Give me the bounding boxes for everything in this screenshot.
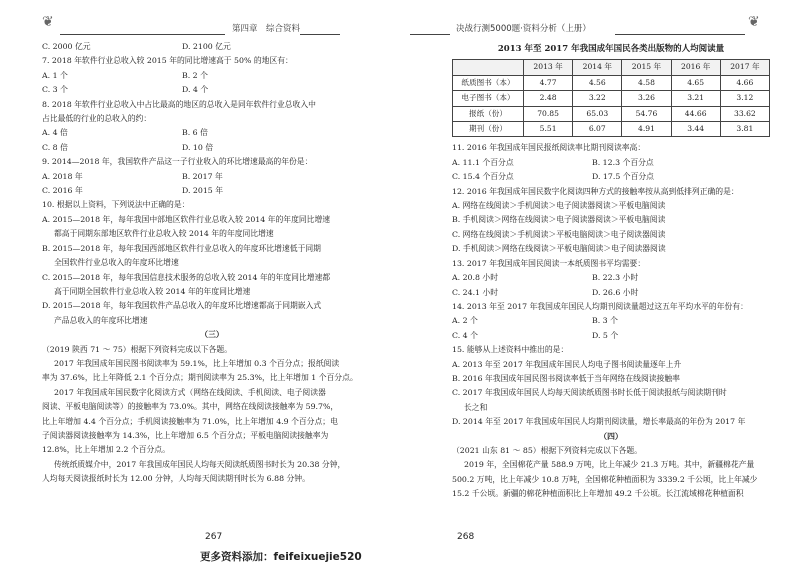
question-line: 500.2 万吨，比上年减少 10.8 万吨，全国棉花种植面积为 3339.2 千公顷，比上年减少 xyxy=(452,474,758,484)
table-title: 2013 年至 2017 年我国成年国民各类出版物的人均阅读量 xyxy=(497,44,725,54)
table-header-cell: 2013 年 xyxy=(524,60,573,75)
text-line: 2017 年我国成年国民数字化阅读方式（网络在线阅读、手机阅读、电子阅读器 xyxy=(54,387,326,397)
table-cell: 4.91 xyxy=(622,122,671,137)
option-item: D. 4 个 xyxy=(182,85,209,95)
question-line: 15. 能够从上述资料中推出的是： xyxy=(452,345,569,355)
text-line: 2019 年，全国棉花产量 588.9 万吨，比上年减少 21.3 万吨。其中，新疆棉花产量 xyxy=(464,460,755,470)
question-line: （2021 山东 81 ～ 85）根据下列资料完成以下各题。 xyxy=(452,445,642,455)
section-title: （三） xyxy=(200,330,224,340)
right-questions xyxy=(452,141,770,501)
question-line: C. 网络在线阅读＞手机阅读＞平板电脑阅读＞电子阅读器阅读 xyxy=(452,229,666,239)
option-item: C. 8 倍 xyxy=(42,142,68,152)
question-line: B. 2015—2018 年，每年我国西部地区软件行业总收入的年度环比增速低于同期 xyxy=(42,243,321,253)
question-line: 8. 2018 年软件行业总收入中占比最高的地区的总收入是同年软件行业总收入中 xyxy=(42,99,316,109)
question-line: B. 手机阅读＞网络在线阅读＞电子阅读器阅读＞平板电脑阅读 xyxy=(452,215,666,225)
text-line: 长之和 xyxy=(464,402,488,412)
option-row xyxy=(42,40,382,54)
section-title: （四） xyxy=(599,431,623,441)
option-row xyxy=(42,83,382,97)
table-cell: 44.66 xyxy=(671,106,720,121)
table-header-cell xyxy=(453,60,524,75)
question-line: 13. 2017 年我国成年国民阅读一本纸质图书平均需要： xyxy=(452,258,646,268)
question-line: （2019 陕西 71 ～ 75）根据下列资料完成以下各题。 xyxy=(42,344,232,354)
row-label-cell: 报纸（份） xyxy=(453,106,524,121)
option-row xyxy=(452,156,770,170)
row-label-cell: 电子图书（本） xyxy=(453,91,524,106)
table-cell: 33.62 xyxy=(720,106,769,121)
table-cell: 70.85 xyxy=(524,106,573,121)
table-cell: 4.77 xyxy=(524,75,573,90)
question-continuation: 占比最低的行业的总收入的约： xyxy=(42,114,152,124)
option-row xyxy=(452,314,770,328)
table-cell: 65.03 xyxy=(573,106,622,121)
option-row xyxy=(452,329,770,343)
question-line: 子阅读器阅读接触率为 14.3%，比上年增加 6.5 个百分点；平板电脑阅读接触率为 xyxy=(42,430,329,440)
question-line: D. 2015—2018 年，每年我国软件产品总收入的年度环比增速都高于同期嵌入式 xyxy=(42,301,322,311)
leaf-ornament-icon: ❦ xyxy=(42,14,54,30)
table-header-cell: 2017 年 xyxy=(720,60,769,75)
option-item: A. 4 倍 xyxy=(42,128,68,138)
option-row xyxy=(42,184,382,198)
option-item: B. 6 倍 xyxy=(182,128,208,138)
table-cell: 3.26 xyxy=(622,91,671,106)
option-row xyxy=(42,69,382,83)
option-item: A. 20.8 小时 xyxy=(452,273,499,283)
option-row xyxy=(452,170,770,184)
right-page xyxy=(452,42,770,502)
option-item: C. 2000 亿元 xyxy=(42,42,91,51)
reading-table xyxy=(452,59,770,137)
question-line: 14. 2013 年至 2017 年我国成年国民人均期刊阅读量超过这五年平均水平的年份有： xyxy=(452,301,748,311)
header-rule-right xyxy=(615,34,745,35)
table-cell: 4.56 xyxy=(573,75,622,90)
option-item: B. 12.3 个百分点 xyxy=(592,157,654,167)
question-line: 12. 2016 年我国成年国民数字化阅读四种方式的接触率按从高到低排列正确的是： xyxy=(452,186,739,196)
option-item: D. 2015 年 xyxy=(182,186,224,196)
question-line: 人均每天阅读报纸时长为 12.00 分钟，人均每天阅读期刊时长为 6.88 分钟。 xyxy=(42,474,310,484)
text-line: 产品总收入的年度环比增速 xyxy=(54,315,148,325)
table-header-cell: 2014 年 xyxy=(573,60,622,75)
table-row xyxy=(453,106,770,121)
table-cell: 5.51 xyxy=(524,122,573,137)
table-cell: 4.66 xyxy=(720,75,769,90)
question-line: 9. 2014—2018 年，我国软件产品这一子行业收入的环比增速最高的年份是： xyxy=(42,157,313,167)
option-item: D. 26.6 小时 xyxy=(592,287,639,297)
leaf-ornament-icon: ❦ xyxy=(748,14,760,30)
text-line: 高于同期全国软件行业总收入较 2014 年的年度同比增速 xyxy=(54,286,251,296)
text-line: 全国软件行业总收入的年度环比增速 xyxy=(54,258,179,268)
option-item: D. 2100 亿元 xyxy=(182,42,231,51)
chapter-header: 第四章 综合资料 xyxy=(232,24,301,34)
table-header-cell: 2016 年 xyxy=(671,60,720,75)
text-line: 传统纸质媒介中，2017 年我国成年国民人均每天阅读纸质图书时长为 20.38 分钟， xyxy=(54,459,346,469)
option-row xyxy=(42,141,382,155)
question-line: D. 2014 年至 2017 年我国成年国民人均期刊阅读量，增长率最高的年份为 2017 年 xyxy=(452,417,746,427)
question-line: D. 手机阅读＞网络在线阅读＞平板电脑阅读＞电子阅读器阅读 xyxy=(452,244,666,254)
table-cell: 3.21 xyxy=(671,91,720,106)
option-item: D. 17.5 个百分点 xyxy=(592,172,654,182)
header-rule-right-1 xyxy=(410,34,450,35)
question-line: 10. 根据以上资料，下列说法中正确的是： xyxy=(42,200,190,210)
question-line: 15.2 千公顷。新疆的棉花种植面积比上年增加 49.2 千公顷。长江流域棉花种植面积 xyxy=(452,489,744,499)
table-cell: 3.12 xyxy=(720,91,769,106)
option-item: B. 2 个 xyxy=(182,70,208,80)
option-item: B. 22.3 小时 xyxy=(592,273,639,283)
table-cell: 4.65 xyxy=(671,75,720,90)
option-item: D. 5 个 xyxy=(592,330,619,340)
option-item: B. 3 个 xyxy=(592,316,618,326)
option-item: A. 2018 年 xyxy=(42,171,83,181)
question-line: 阅读、平板电脑阅读等）的接触率为 73.0%。其中，网络在线阅读接触率为 59.7%， xyxy=(42,402,339,412)
option-item: A. 2 个 xyxy=(452,316,478,326)
row-label-cell: 期刊（份） xyxy=(453,122,524,137)
question-line: A. 网络在线阅读＞手机阅读＞电子阅读器阅读＞平板电脑阅读 xyxy=(452,201,666,211)
text-line: 2017 年我国成年国民图书阅读率为 59.1%，比上年增加 0.3 个百分点；报纸阅读 xyxy=(54,358,340,368)
table-cell: 4.58 xyxy=(622,75,671,90)
table-row xyxy=(453,91,770,106)
table-cell: 3.81 xyxy=(720,122,769,137)
book-header: 决战行测5000题·资料分析（上册） xyxy=(456,24,591,34)
option-row xyxy=(452,271,770,285)
option-item: C. 2016 年 xyxy=(42,186,83,196)
table-row xyxy=(453,75,770,90)
option-item: C. 24.1 小时 xyxy=(452,287,499,297)
question-line: A. 2013 年至 2017 年我国成年国民人均电子图书阅读量逐年上升 xyxy=(452,359,682,369)
option-row xyxy=(452,286,770,300)
table-cell: 54.76 xyxy=(622,106,671,121)
option-row xyxy=(42,170,382,184)
page-number-right: 268 xyxy=(457,532,475,542)
table-cell: 3.22 xyxy=(573,91,622,106)
table-header-cell: 2015 年 xyxy=(622,60,671,75)
text-line: 都高于同期东部地区软件行业总收入较 2014 年的年度同比增速 xyxy=(54,229,274,239)
question-line: C. 2017 年我国成年国民人均每天阅读纸质图书时长低于阅读报纸与阅读期刊时 xyxy=(452,388,727,398)
table-cell: 2.48 xyxy=(524,91,573,106)
question-line: A. 2015—2018 年，每年我国中部地区软件行业总收入较 2014 年的年度同比增速 xyxy=(42,214,331,224)
option-row xyxy=(42,126,382,140)
question-line: 11. 2016 年我国成年国民报纸阅读率比期刊阅读率高： xyxy=(452,143,646,153)
header-rule-left xyxy=(60,34,225,35)
page-number-left: 267 xyxy=(205,532,223,542)
option-item: C. 3 个 xyxy=(42,85,68,95)
option-item: A. 1 个 xyxy=(42,70,68,80)
left-page xyxy=(42,40,382,487)
question-line: B. 2016 年我国成年国民图书阅读率低于当年网络在线阅读接触率 xyxy=(452,373,680,383)
question-line: C. 2015—2018 年，每年我国信息技术服务的总收入较 2014 年的年度同比增速都 xyxy=(42,272,331,282)
option-item: C. 15.4 个百分点 xyxy=(452,172,514,182)
option-item: B. 2017 年 xyxy=(182,171,223,181)
question-line: 7. 2018 年软件行业总收入较 2015 年的同比增速高于 50% 的地区有： xyxy=(42,56,293,66)
table-cell: 3.44 xyxy=(671,122,720,137)
row-label-cell: 纸质图书（本） xyxy=(453,75,524,90)
question-line: 率为 37.6%，比上年降低 2.1 个百分点；期刊阅读率为 25.3%，比上年增加 1 个百分点。 xyxy=(42,373,358,383)
option-item: C. 4 个 xyxy=(452,330,478,340)
footer-note: 更多资料添加：feifeixuejie520 xyxy=(200,551,362,563)
option-item: A. 11.1 个百分点 xyxy=(452,157,514,167)
question-line: 12.8%，比上年增加 2.2 个百分点。 xyxy=(42,445,170,455)
table-row xyxy=(453,122,770,137)
header-rule-left-2 xyxy=(300,34,340,35)
table-cell: 6.07 xyxy=(573,122,622,137)
option-item: D. 10 倍 xyxy=(182,142,214,152)
question-line: 比上年增加 4.4 个百分点；手机阅读接触率为 71.0%，比上年增加 4.9 个百分点；电 xyxy=(42,416,338,426)
